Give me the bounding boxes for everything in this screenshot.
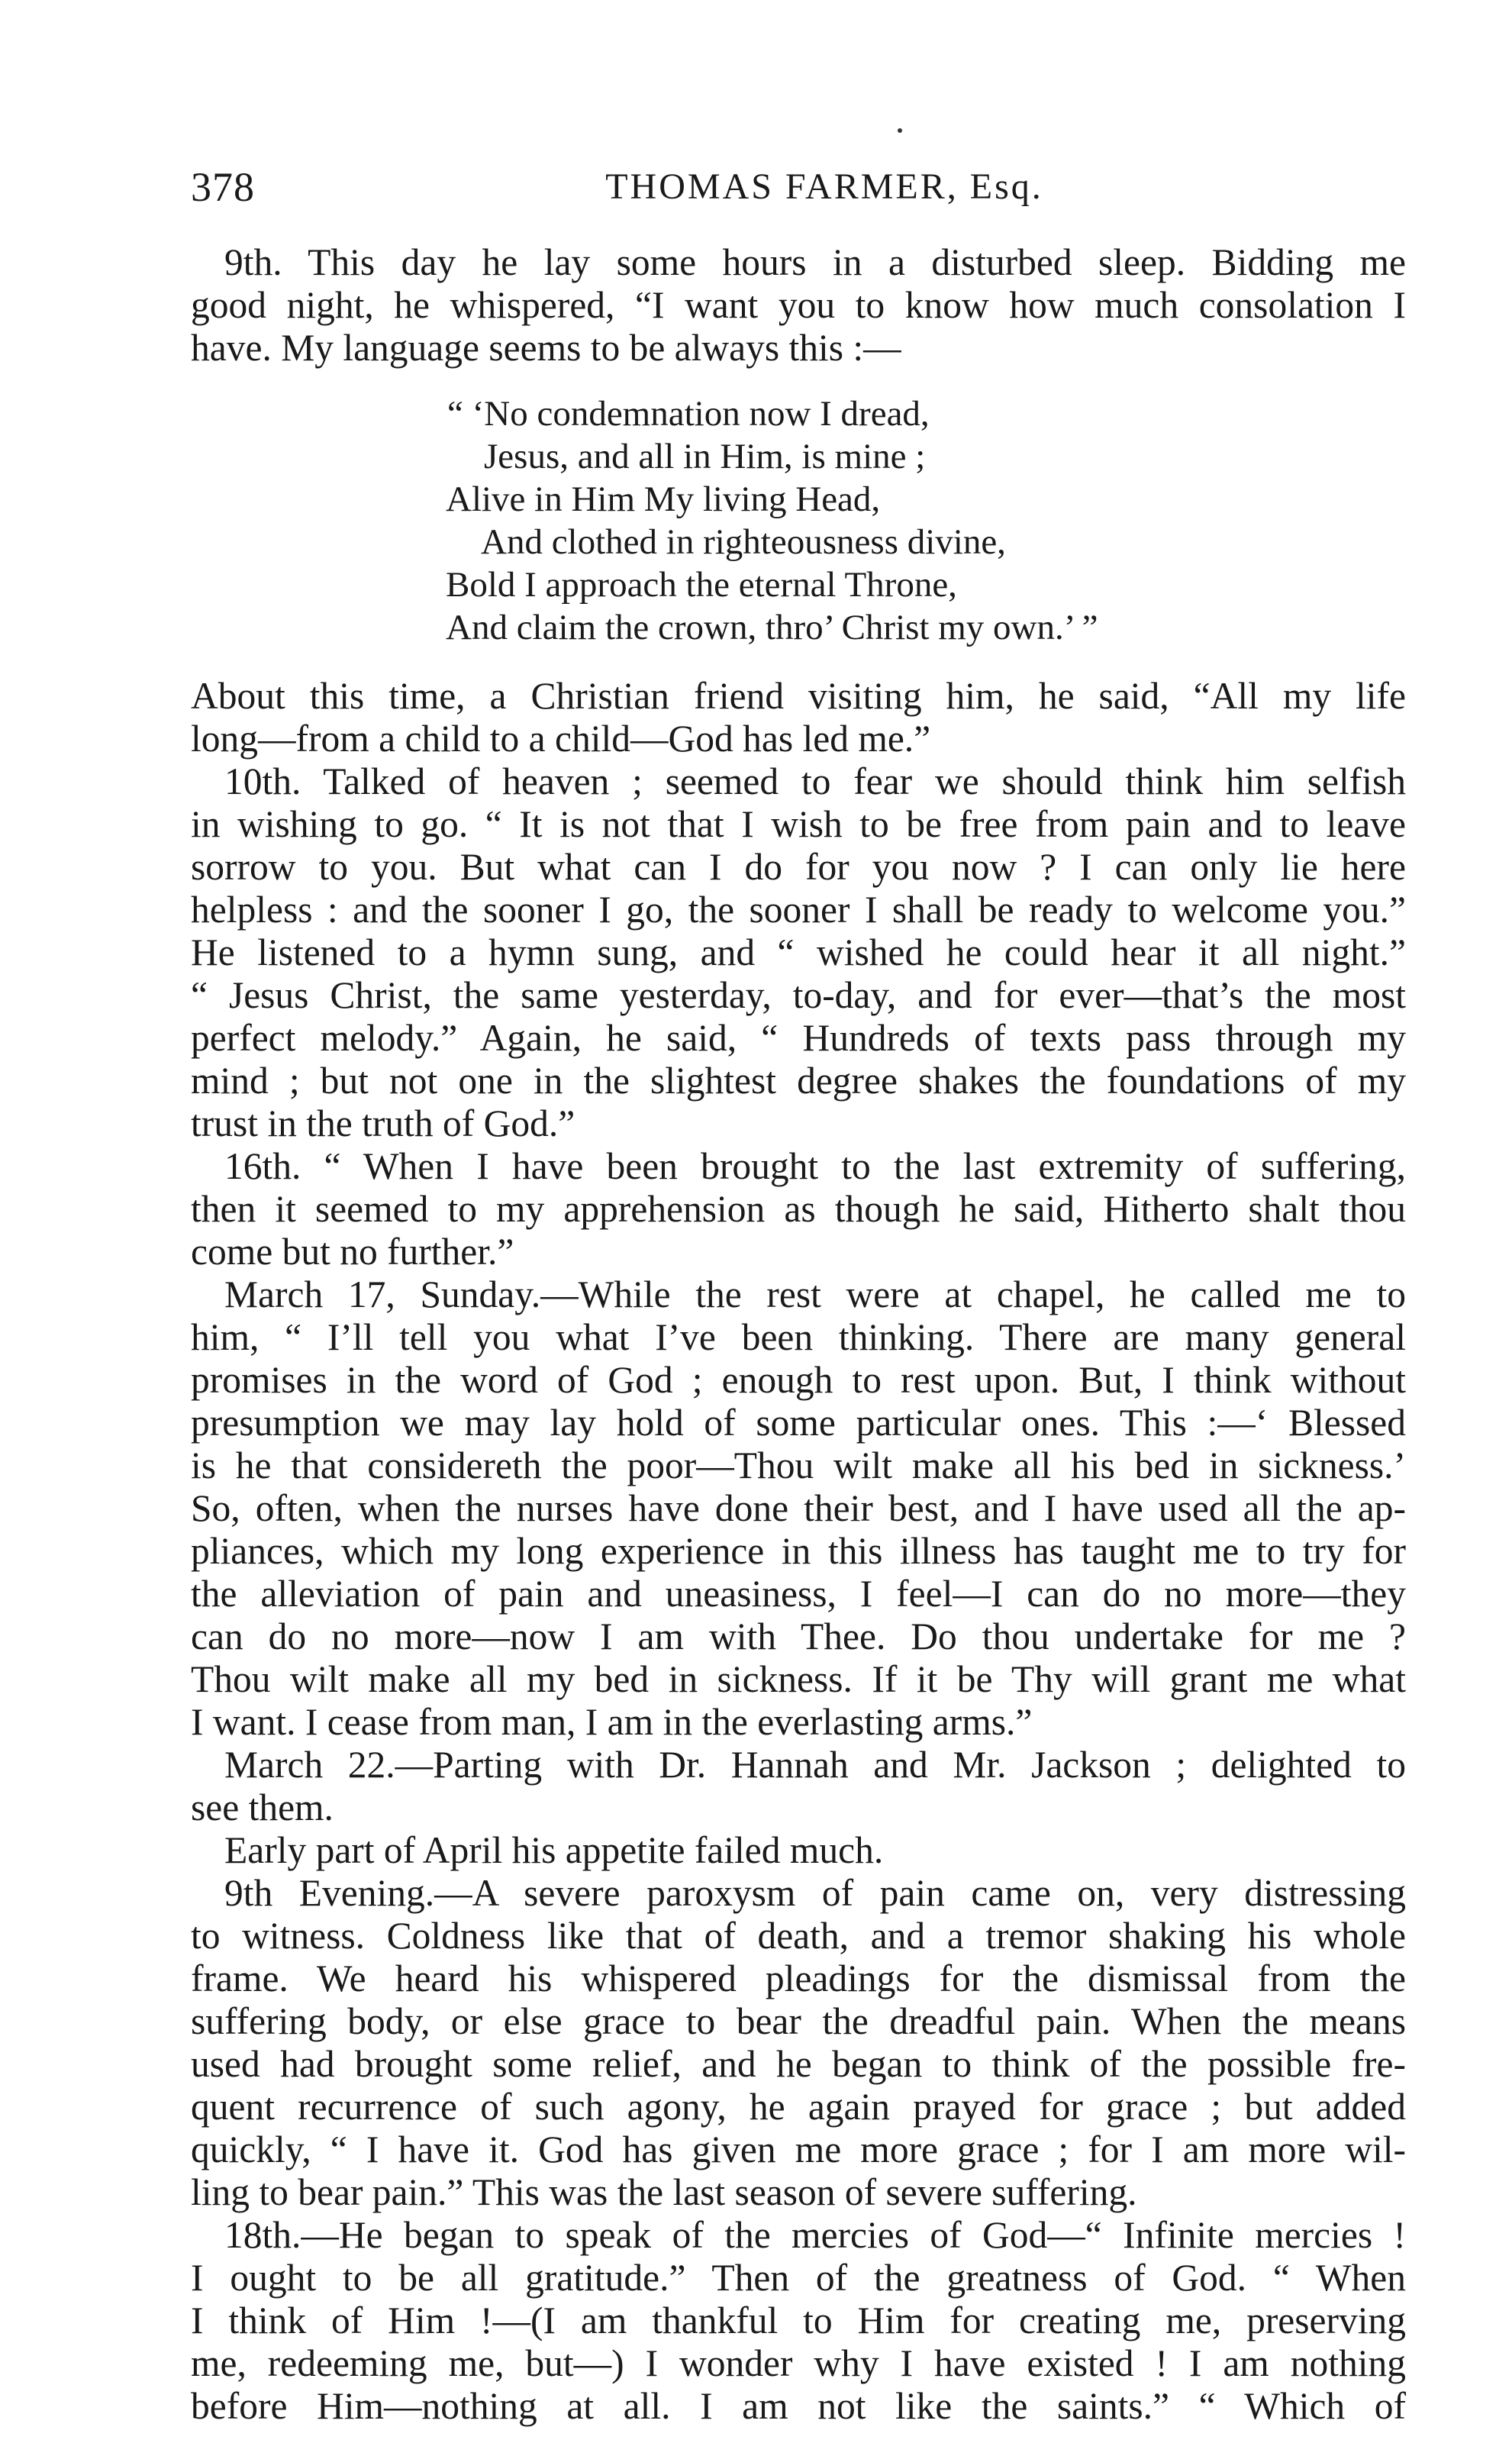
text-line: 10th. Talked of heaven ; seemed to fear we should think him selfish [224,760,1406,802]
text-line: He listened to a hymn sung, and “ wished he could hear it all night.” [191,931,1406,973]
text-line: then it seemed to my apprehension as though he said, Hitherto shalt thou [191,1188,1406,1230]
text-line: “ Jesus Christ, the same yesterday, to-day, and for ever—that’s the most [191,974,1406,1016]
ink-speck [898,128,902,133]
verse-line: And clothed in righteousness divine, [481,522,1006,562]
text-line: see them. [191,1786,334,1828]
text-line: before Him—nothing at all. I am not like the saints.” “ Which of [191,2385,1406,2427]
text-line: mind ; but not one in the slightest degree shakes the foundations of my [191,1060,1406,1102]
text-line: March 17, Sunday.—While the rest were at chapel, he called me to [224,1273,1406,1315]
text-line: in wishing to go. “ It is not that I wish to be free from pain and to leave [191,803,1406,845]
text-line: him, “ I’ll tell you what I’ve been thinking. There are many general [191,1316,1406,1358]
text-line: 9th. This day he lay some hours in a disturbed sleep. Bidding me [224,241,1406,283]
verse-line: Bold I approach the eternal Throne, [446,565,957,605]
text-line: suffering body, or else grace to bear the dreadful pain. When the means [191,2000,1406,2042]
text-line: good night, he whispered, “I want you to know how much consolation I [191,284,1406,326]
text-line: 18th.—He began to speak of the mercies of God—“ Infinite mercies ! [224,2214,1406,2256]
text-line: pliances, which my long experience in this illness has taught me to try for [191,1530,1406,1572]
page-number: 378 [191,164,255,210]
text-line: 9th Evening.—A severe paroxysm of pain came on, very distressing [224,1872,1406,1914]
text-line: presumption we may lay hold of some particular ones. This :—‘ Blessed [191,1402,1406,1444]
text-line: long—from a child to a child—God has led me.” [191,718,931,760]
running-head: THOMAS FARMER, Esq. [605,166,1043,207]
text-line: is he that considereth the poor—Thou wilt make all his bed in sickness.’ [191,1444,1406,1486]
text-line: quent recurrence of such agony, he again prayed for grace ; but added [191,2086,1406,2128]
text-line: trust in the truth of God.” [191,1102,575,1144]
text-line: March 22.—Parting with Dr. Hannah and Mr. Jackson ; delighted to [224,1744,1406,1786]
spacer [191,649,1406,675]
text-line: come but no further.” [191,1231,514,1273]
text-line: sorrow to you. But what can I do for you now ? I can only lie here [191,846,1406,888]
text-line: About this time, a Christian friend visiting him, he said, “All my life [191,675,1406,717]
text-line: the alleviation of pain and uneasiness, I feel—I can do no more—they [191,1573,1406,1615]
text-line: have. My language seems to be always this :— [191,327,901,369]
text-line: me, redeeming me, but—) I wonder why I have existed ! I am nothing [191,2342,1406,2384]
text-line: quickly, “ I have it. God has given me more grace ; for I am more wil- [191,2128,1406,2170]
spacer [191,370,1406,392]
verse-line: Alive in Him My living Head, [446,479,881,519]
body-text [191,241,1406,2428]
text-line: Early part of April his appetite failed much. [224,1829,884,1871]
text-line: perfect melody.” Again, he said, “ Hundreds of texts pass through my [191,1017,1406,1059]
text-line: So, often, when the nurses have done their best, and I have used all the ap- [191,1487,1406,1529]
text-line: Thou wilt make all my bed in sickness. If it be Thy will grant me what [191,1658,1406,1700]
verse-block [191,392,1406,649]
text-line: I think of Him !—(I am thankful to Him for creating me, preserving [191,2299,1406,2341]
text-line: frame. We heard his whispered pleadings for the dismissal from the [191,1957,1406,1999]
text-line: can do no more—now I am with Thee. Do thou undertake for me ? [191,1615,1406,1657]
text-line: to witness. Coldness like that of death, and a tremor shaking his whole [191,1915,1406,1957]
text-line: helpless : and the sooner I go, the sooner I shall be ready to welcome you.” [191,889,1406,931]
text-line: used had brought some relief, and he began to think of the possible fre- [191,2043,1406,2085]
text-line: ling to bear pain.” This was the last season of severe suffering. [191,2171,1137,2213]
text-line: I want. I cease from man, I am in the everlasting arms.” [191,1701,1033,1743]
text-line: I ought to be all gratitude.” Then of the greatness of God. “ When [191,2257,1406,2299]
verse-line: And claim the crown, thro’ Christ my own.’ ” [446,608,1098,647]
verse-line: “ ‘No condemnation now I dread, [447,394,930,434]
verse-line: Jesus, and all in Him, is mine ; [484,437,926,476]
text-line: 16th. “ When I have been brought to the last extremity of suffering, [224,1145,1406,1187]
text-line: promises in the word of God ; enough to rest upon. But, I think without [191,1359,1406,1401]
page-header [191,160,1406,214]
